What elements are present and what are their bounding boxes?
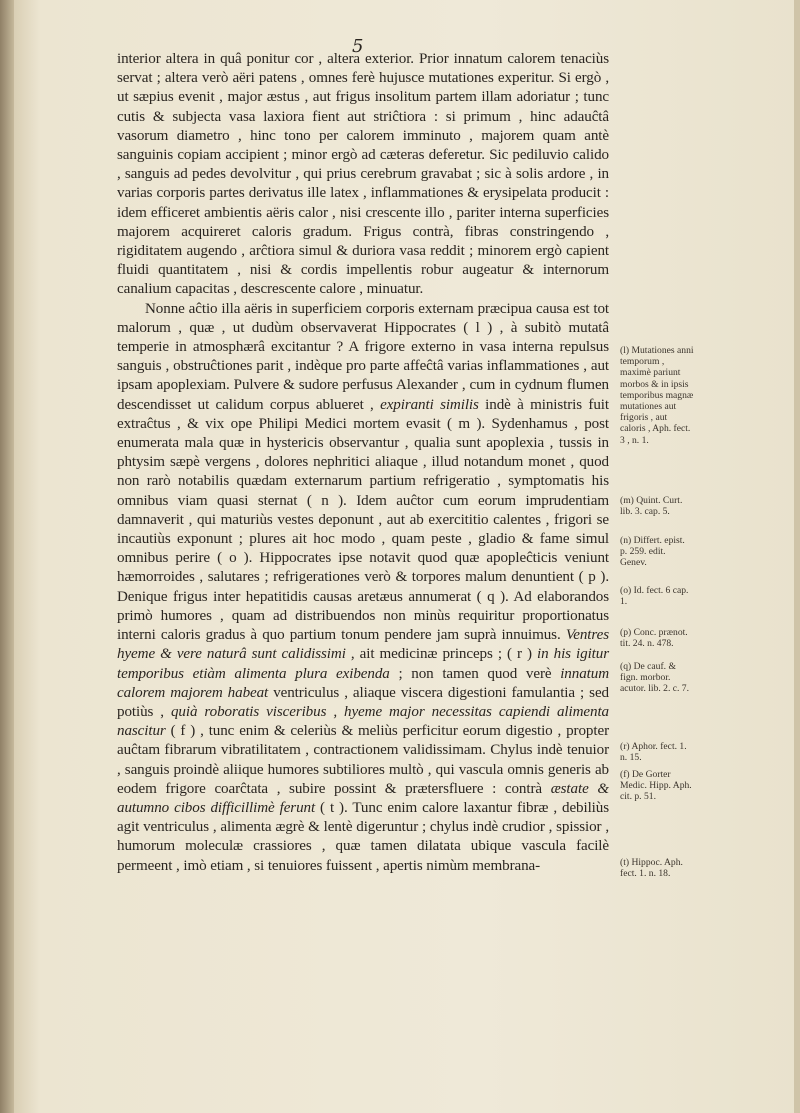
text-run: , ait medicinæ princeps ; ( r ) [345, 646, 538, 663]
text-run: ; non tamen quod verè [389, 665, 561, 682]
italic-phrase: æstate & autumno cibos difficillimè ferunt [117, 780, 609, 816]
margin-note-m: (m) Quint. Curt. lib. 3. cap. 5. [620, 495, 683, 518]
text-run: ( t ). Tunc enim calore laxantur fibræ , debiliùs agit ventriculus , alimenta ægrè & lentè digeruntur ; chylus indè crudior , spissior , humorum moleculæ crassiores , quæ tamen dilatata ubique vascula facilè permeent , imò etiam , si tenuiores fuissent , apertis nimùm membrana- [117, 799, 609, 874]
text-run: ( f ) , tunc enim & celeriùs & meliùs perficitur eorum digestio , propter auĉtam fibrarum vibratilitatem , contractionem validissimam. Chylus indè tenuior , sanguis proindè aliique humores subtiliores multò , qui vascula omnis generis ab eodem frigore coarĉtata , subire possint & prætersfluere : contrà [117, 723, 609, 797]
margin-note-l: (l) Mutationes anni temporum , maximè pariunt morbos & in ipsis temporibus magnæ mutationes aut frigoris , aut caloris , Aph. fect. 3 , n. 1. [620, 345, 694, 446]
margin-note-q: (q) De cauf. & fign. morbor. acutor. lib. 2. c. 7. [620, 661, 690, 695]
italic-phrase: innatum calorem majorem habeat [117, 665, 609, 701]
page-number: 5 [352, 36, 364, 57]
paragraph-2 [117, 300, 609, 876]
text-run: indè à ministris fuit extraĉtus , & vix ope Philipi Medici mortem evasit ( m ). Sydenhamus , post enumerata mala quæ in hystericis observantur , qualia sunt apoplexia , tussis in phtysim sæpè vergens , dolores nephritici aliaque , illud notandum monet , quod non rarò notabilis quædam externarum partium refrigeratio , symptomatis his omnibus viam quasi sternat ( n ). Idem auĉtor cum eorum imprudentiam damnaverit , qui maturiùs vestes deponunt , aut ab exercititio calentes , frigori se incautiùs exponunt ; plures ait hoc modo , quam peste , gladio & fame simul omnibus perire ( o ). Hippocrates ipse notavit quod quæ apopleĉticis veniunt hæmorroides , salutares ; refrigerationes verò & torpores malum denuntient ( p ). Denique frigus inter hepatitidis causas aretæus annumerat ( q ). Ad elaborandos primò humores , quam ad distribuendos non minùs requiritur proportionatus interni caloris gradus à quo partium tonum pendere jam suprà innuimus. [117, 396, 609, 644]
margin-note-o: (o) Id. fect. 6 cap. 1. [620, 585, 689, 608]
italic-phrase: quià roboratis visceribus , hyeme major necessitas capiendi alimenta nascitur [117, 703, 610, 740]
italic-phrase: Ventres hyeme & vere naturâ sunt calidissimi [117, 627, 609, 663]
main-text-column [117, 50, 609, 876]
italic-phrase: in his igitur temporibus etiàm alimenta plura exibenda [117, 646, 609, 682]
italic-phrase: expiranti similis [380, 396, 479, 413]
text-run: Nonne aĉtio illa aëris in superficiem corporis externam præcipua causa est tot malorum , quæ , ut dudùm observaverat Hippocrates ( l ) , à subitò mutatâ temperie in atmosphærâ excitantur ? A frigore externo in vasa interna repulsus sanguis , obstruĉtiones parit , indèque pro parte affeĉtâ varias inflammationes , aut ipsam apoplexiam. Pulvere & sudore perfusus Alexander , cum in cydnum flumen descendisset ut calidum corpus ablueret , [117, 300, 609, 413]
margin-note-p: (p) Conc. prænot. tit. 24. n. 478. [620, 627, 688, 650]
page-edge [794, 0, 800, 1113]
binding-gutter [0, 0, 14, 1113]
paragraph-1: interior altera in quâ ponitur cor , altera exterior. Prior innatum calorem tenaciùs servat ; altera verò aëri patens , omnes ferè hujusce mutationes experitur. Si ergò , ut sæpius evenit , major æstus , aut frigus insolitum partem illam adoriatur ; tunc cutis & subjecta vasa laxiora fient aut striĉtiora : si primum , hinc adauĉtâ vasorum diametro , hinc tono per calorem imminuto , majorem quam antè sanguinis copiam accipient ; minor ergò ad cæteras deferetur. Sic pediluvio calido , sanguis ad pedes devolvitur , qui prius cerebrum gravabat ; sic à solis ardore , in varias corporis partes derivatus ille latex , inflammationes & erysipelata producit : idem efficeret ambientis aëris calor , nisi crescente illo , pariter interna superficies majorem acquireret caloris gradum. Frigus contrà, fibras constringendo , rigiditatem augendo , arĉtiora simul & duriora vasa reddit ; minorem ergò capient fluidi quantitatem , nisi & cordis impellentis robur augeatur & internorum canalium capacitas , descrescente calore , minuatur. [117, 51, 609, 298]
margin-note-n: (n) Differt. epist. p. 259. edit. Genev. [620, 535, 685, 569]
margin-note-r: (r) Aphor. fect. 1. n. 15. [620, 741, 687, 764]
margin-note-t: (t) Hippoc. Aph. fect. 1. n. 18. [620, 857, 683, 880]
text-run: ventriculus , aliaque viscera digestioni famulantia ; sed potiùs , [117, 684, 609, 720]
margin-note-f: (f) De Gorter Medic. Hipp. Aph. cit. p. 51. [620, 769, 692, 803]
